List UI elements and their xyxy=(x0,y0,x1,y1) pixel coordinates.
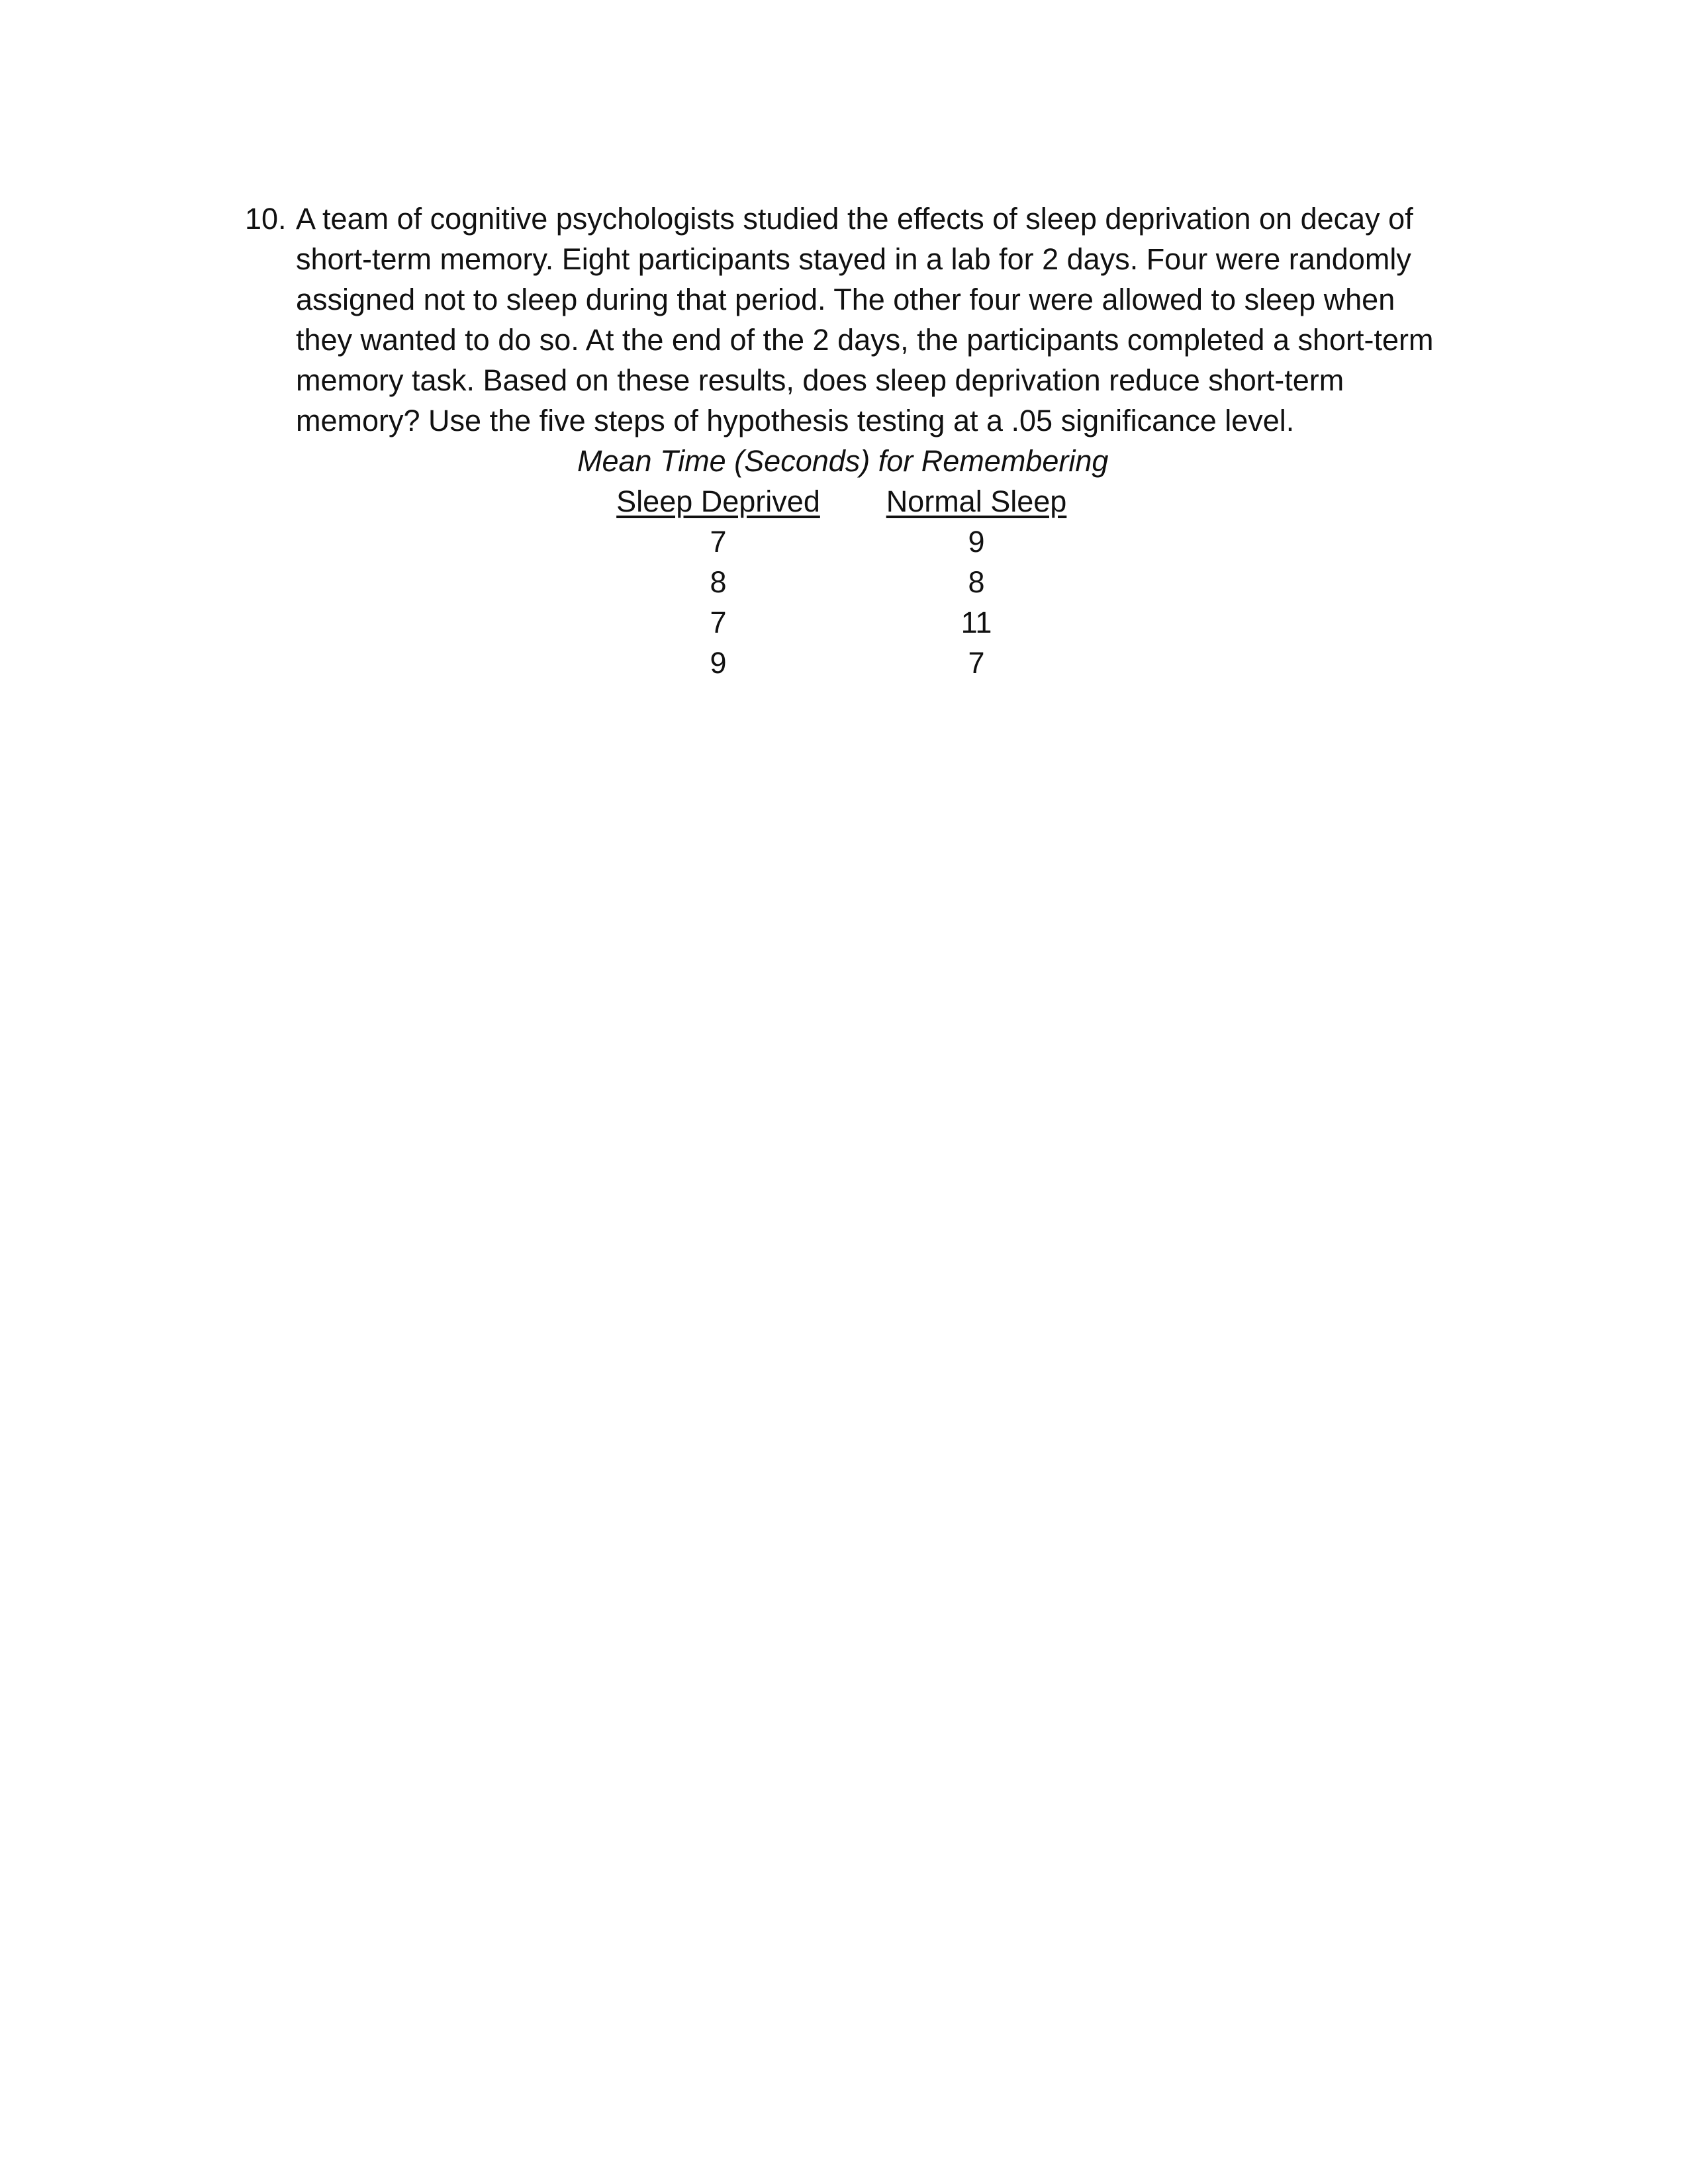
table-title: Mean Time (Seconds) for Remembering xyxy=(577,444,1109,478)
table-cell: 8 xyxy=(968,565,985,599)
problem-line: memory? Use the five steps of hypothesis testing at a .05 significance level. xyxy=(296,404,1295,437)
table-cell: 7 xyxy=(710,525,727,559)
problem-number: 10. xyxy=(245,202,287,236)
table-cell: 9 xyxy=(968,525,985,559)
column-sleep-deprived xyxy=(616,481,821,683)
table-cell: 11 xyxy=(961,606,992,639)
problem-line: A team of cognitive psychologists studied the effects of sleep deprivation on decay of xyxy=(296,202,1413,236)
table-cell: 7 xyxy=(710,606,727,639)
column-normal-sleep xyxy=(874,481,1079,683)
table-cell: 9 xyxy=(710,646,727,680)
problem-line: memory task. Based on these results, does sleep deprivation reduce short-term xyxy=(296,363,1344,397)
problem-text xyxy=(296,199,1487,441)
problem-line: assigned not to sleep during that period. The other four were allowed to sleep when xyxy=(296,283,1395,316)
table-cell: 8 xyxy=(710,565,727,599)
problem-line: short-term memory. Eight participants stayed in a lab for 2 days. Four were randomly xyxy=(296,242,1411,276)
table-cell: 7 xyxy=(968,646,985,680)
column-header: Sleep Deprived xyxy=(616,484,820,518)
problem-line: they wanted to do so. At the end of the 2 days, the participants completed a short-term xyxy=(296,323,1434,357)
column-header: Normal Sleep xyxy=(886,484,1067,518)
